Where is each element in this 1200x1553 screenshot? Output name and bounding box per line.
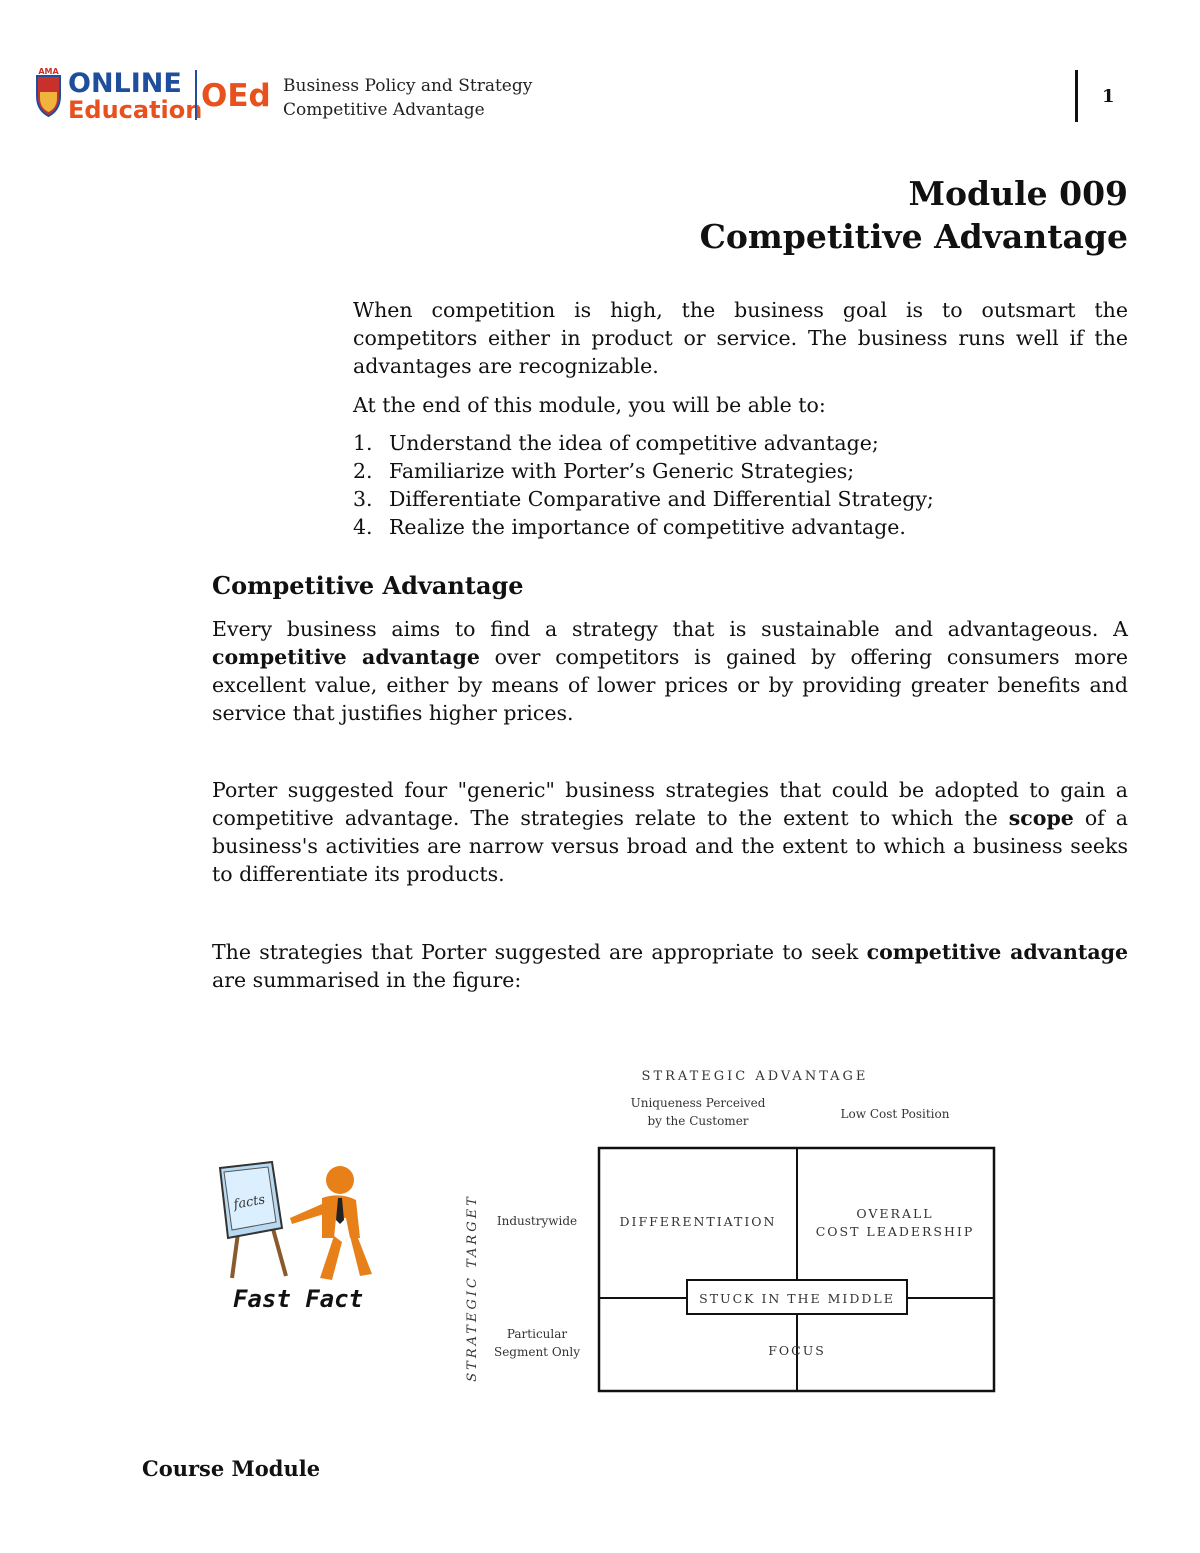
list-item: 1. Understand the idea of competitive advantage;: [353, 431, 879, 455]
list-item: 2. Familiarize with Porter’s Generic Strategies;: [353, 459, 855, 483]
list-item: 4. Realize the importance of competitive advantage.: [353, 515, 906, 539]
logo-education-text: Education: [68, 96, 203, 124]
svg-text:facts: facts: [232, 1192, 267, 1213]
fast-fact-label: Fast Fact: [233, 1285, 364, 1313]
porter-generic-strategies-figure: [440, 1060, 1010, 1400]
stuck-in-middle-cell: STUCK IN THE MIDDLE: [699, 1291, 895, 1306]
list-item: 3. Differentiate Comparative and Differential Strategy;: [353, 487, 934, 511]
particular-label-2: Segment Only: [493, 1345, 581, 1359]
strategic-advantage-label: STRATEGIC ADVANTAGE: [641, 1069, 869, 1084]
ama-seal-icon: [37, 67, 60, 116]
low-cost-label: Low Cost Position: [840, 1107, 950, 1121]
footer-label: Course Module: [142, 1456, 321, 1481]
cost-leadership-cell: COST LEADERSHIP: [815, 1224, 975, 1239]
topic-name: Competitive Advantage: [283, 100, 485, 120]
differentiation-cell: DIFFERENTIATION: [619, 1214, 777, 1229]
uniqueness-label-2: by the Customer: [647, 1114, 749, 1128]
uniqueness-label-1: Uniqueness Perceived: [630, 1096, 766, 1110]
strategic-target-label: STRATEGIC TARGET: [465, 1194, 480, 1382]
objectives-lead: At the end of this module, you will be able to:: [353, 393, 826, 417]
header-text: [283, 74, 532, 122]
industrywide-label: Industrywide: [496, 1214, 578, 1228]
module-title: Competitive Advantage: [699, 217, 1128, 256]
paragraph-summary: The strategies that Porter suggested are appropriate to seek competitive advantage are summarised in the figure:: [212, 940, 1128, 992]
oed-logo: [34, 66, 270, 126]
module-number: Module 009: [908, 174, 1128, 213]
course-name: Business Policy and Strategy: [283, 76, 533, 96]
page-title: [700, 172, 1128, 258]
logo-online-text: ONLINE: [68, 68, 182, 99]
focus-cell: FOCUS: [768, 1343, 826, 1358]
page-number: 1: [1102, 86, 1115, 107]
header-divider: [1075, 70, 1078, 122]
paragraph-competitive-advantage: Every business aims to find a strategy that is sustainable and advantageous. A competitive advantage over competitors is gained by offering consumers more excellent value, either by means of lower prices or by providing greater benefits and service that justifies higher prices.: [212, 617, 1128, 725]
logo-oed-mark: OEd: [201, 78, 270, 114]
section-heading: Competitive Advantage: [212, 571, 524, 600]
objectives-list: [353, 429, 1128, 541]
particular-label-1: Particular: [506, 1327, 568, 1341]
overall-cell: OVERALL: [856, 1206, 934, 1221]
paragraph-porter: Porter suggested four "generic" business strategies that could be adopted to gain a competitive advantage. The strategies relate to the extent to which the scope of a business's activities are narrow versus broad and the extent to which a business seeks to differentiate its products.: [212, 778, 1128, 886]
intro-paragraph: When competition is high, the business goal is to outsmart the competitors either in product or service. The business runs well if the advantages are recognizable.: [353, 298, 1128, 378]
svg-text:AMA: AMA: [38, 67, 59, 76]
